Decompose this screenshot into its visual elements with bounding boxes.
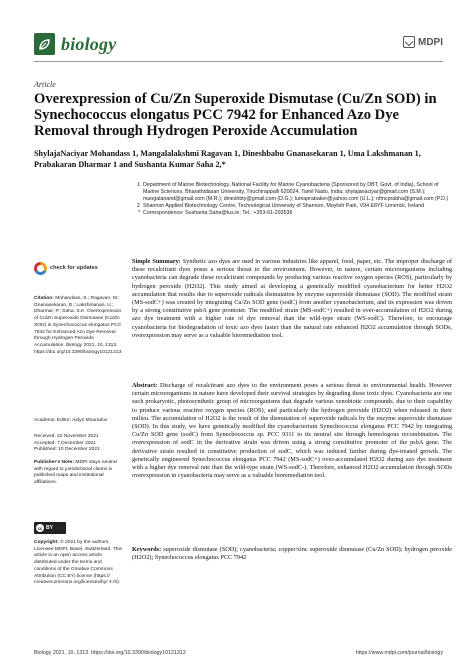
journal-logo[interactable] — [34, 33, 116, 55]
citation-label: Citation: — [34, 296, 54, 301]
article-dates — [34, 434, 122, 454]
mdpi-logo-icon — [403, 36, 415, 48]
publisher-note-text: MDPI stays neutral with regard to jurisdictional claims in published maps and institutional affiliations. — [34, 460, 117, 486]
affiliation-text: Department of Marine Biotechnology, National Facility for Marine Cyanobacteria (Sponsored by DBT, Govt. of India), School of Marine Sciences, Bharathidasan University, Tiruchirappalli 620024, Tamil Nadu, India; shylajanaciyar@gmail.com (S.M.); mangalanand@gmail.com (M.R.); dineshbty@gmail.com (D.G.); lumaprabaker@yahoo.com (U.L.); nfmcprabha@gmail.com (P.D.) — [143, 182, 449, 202]
article-type: Article — [34, 80, 56, 89]
received-date: Received: 22 November 2021 — [34, 434, 99, 439]
affiliation-text: Shannon Applied Biotechnology Centre, Technological University of Shannon, Moylish Park, V94 E8YF Limerick, Ireland — [143, 202, 425, 209]
cc-by-label: BY — [46, 525, 53, 531]
affiliation-number: * — [137, 209, 140, 216]
article-title: Overexpression of Cu/Zn Superoxide Dismutase (Cu/Zn SOD) in Synechococcus elongatus PCC 7942 for Enhanced Azo Dye Removal through Hydrogen Peroxide Accumulation — [34, 91, 437, 139]
abstract-label: Abstract: — [132, 382, 158, 389]
affiliation-item — [132, 182, 452, 203]
published-date: Published: 10 December 2021 — [34, 447, 100, 453]
biology-logo-icon — [34, 33, 55, 55]
abstract-text: Discharge of recalcitrant azo dyes to the environment poses a serious threat to environmental health. However certain microorganisms in nature have developed their survival strategies by degrading these toxic dyes. Cyanobacteria are one such prokaryotic, photosynthetic group of microorganisms that degrade various xenobiotic compounds, due to their capability to produce various reactive oxygen species (ROS), and particularly the hydrogen peroxide (H2O2) when released in their milieu. The accumulation of H2O2 is the result of the dismutation of superoxide radicals by the enzyme superoxide dismutase (SOD). In this study, we have genetically modified the cyanobacterium Synechococcus elongatus PCC 7942 by integrating Cu/Zn SOD gene (sodC) from Synechococcus sp. PCC 9311 to its neutral site through homologous recombination. The overexpression of sodC in the derivative strain was driven using a strong constitutive promoter of the psbA gene. The derivative strain resulted in constitutive production of sodC, which was induced further during dye-treated growth. The genetically engineered Synechococcus elongatus PCC 7942 (MS-sodC+) over-accumulated H2O2 during azo dye treatment with a higher dye removal rate than the wild-type strain (WS-sodC-). Therefore, enhanced H2O2 accumulation through SODs overexpression in cyanobacteria may serve as a valuable bioremediation tool. — [132, 382, 453, 480]
page-footer — [34, 650, 443, 656]
publisher-logo[interactable] — [403, 36, 443, 48]
publisher-note — [34, 460, 122, 487]
publisher-note-label: Publisher's Note: — [34, 460, 75, 465]
check-updates-label: check for updates — [50, 265, 98, 272]
accepted-date: Accepted: 7 December 2021 — [34, 440, 96, 446]
affiliations — [132, 182, 452, 217]
affiliation-item — [132, 203, 452, 210]
affiliation-number: 1 — [137, 182, 140, 188]
check-updates-button[interactable] — [34, 262, 122, 275]
creative-commons-icon: cc — [37, 525, 43, 531]
abstract — [132, 382, 452, 480]
copyright-label: Copyright: — [34, 540, 59, 545]
footer-citation[interactable]: Biology 2021, 10, 1313. https://doi.org/10.3390/biology10121313 — [34, 650, 186, 656]
check-updates-icon — [34, 262, 47, 275]
correspondence: Correspondence: Sushanta.Saha@tus.ie; Tel.: +353-61-293536 — [143, 209, 293, 216]
header-divider — [34, 61, 443, 62]
simple-summary — [132, 258, 452, 340]
publisher-name: MDPI — [418, 36, 443, 48]
citation-text: Mohandass, S.; Ragavan, M.; Gnanasekaran, D.; Lakshmanan, U.; Dharmar, P.; Saha, S.K. Overexpression of Cu/Zn Superoxide Dismutase (Cu/Zn SOD) in Synechococcus elongatus PCC 7942 for Enhanced Azo Dye Removal through Hydrogen Peroxide Accumulation. Biology 2021, 10, 1313. https://doi.org/10.3390/biology10121313 — [34, 296, 122, 355]
journal-name: biology — [61, 33, 117, 54]
simple-summary-label: Simple Summary: — [132, 258, 181, 265]
keywords-text: superoxide dismutase (SOD); cyanobacteria; copper/zinc superoxide dismutase (Cu/Zn SOD); hydrogen peroxide (H2O2); Synechococcus elongatus PCC 7942 — [132, 546, 452, 562]
simple-summary-text: Synthetic azo dyes are used in various industries like apparel, food, paper, etc. The improper discharge of these recalcitrant dyes poses a serious threat to the environment. However, in nature, certain microorganisms including cyanobacteria can degrade these recalcitrant compounds by producing various reactive oxygen species (ROS), particularly by hydrogen peroxide (H2O2). This study aimed at developing a genetically modified cyanobacterium for better H2O2 accumulation that results due to superoxide radicals dismutation by enzyme superoxide dismutase (SOD). The modified strain (MS-sodC+) was created by integrating Cu/Zn SOD gene (sodC) from another cyanobacterium, and its expression was driven by a strong constitutive psbA gene promoter. The modified strain (MS-sodC+) resulted in over-accumulation of H2O2 during azo dye treatment with a higher rate of dye removal than the wild-type strain (WS-sodC). Therefore, to encourage cyanobacteria for biodegradation of toxic azo dyes faster than the natural rate enhanced H2O2 accumulation through SODs, overexpression may serve as a valuable bioremediation tool. — [132, 258, 453, 339]
affiliation-number: 2 — [137, 202, 140, 209]
keywords-label: Keywords: — [132, 546, 162, 553]
affiliation-item — [132, 210, 452, 217]
academic-editor: Academic Editor: Aidyn Mouradov — [34, 418, 108, 423]
keywords — [132, 546, 452, 562]
citation — [34, 296, 122, 356]
cc-license-badge[interactable] — [34, 522, 66, 534]
copyright — [34, 540, 122, 587]
copyright-text: © 2021 by the authors. Licensee MDPI, Basel, Switzerland. This article is an open access article distributed under the terms and conditions of the Creative Commons Attribution (CC BY) license (https:// creativecommons.org/licenses/by/ 4.0/). — [34, 540, 122, 586]
footer-journal-link[interactable]: https://www.mdpi.com/journal/biology — [355, 650, 443, 656]
author-list: ShylajaNaciyar Mohandass 1, Mangalalakshmi Ragavan 1, Dineshbabu Gnanasekaran 1, Uma Lakshmanan 1, Prabakaran Dharmar 1 and Sushanta Kumar Saha 2,* — [34, 149, 421, 169]
